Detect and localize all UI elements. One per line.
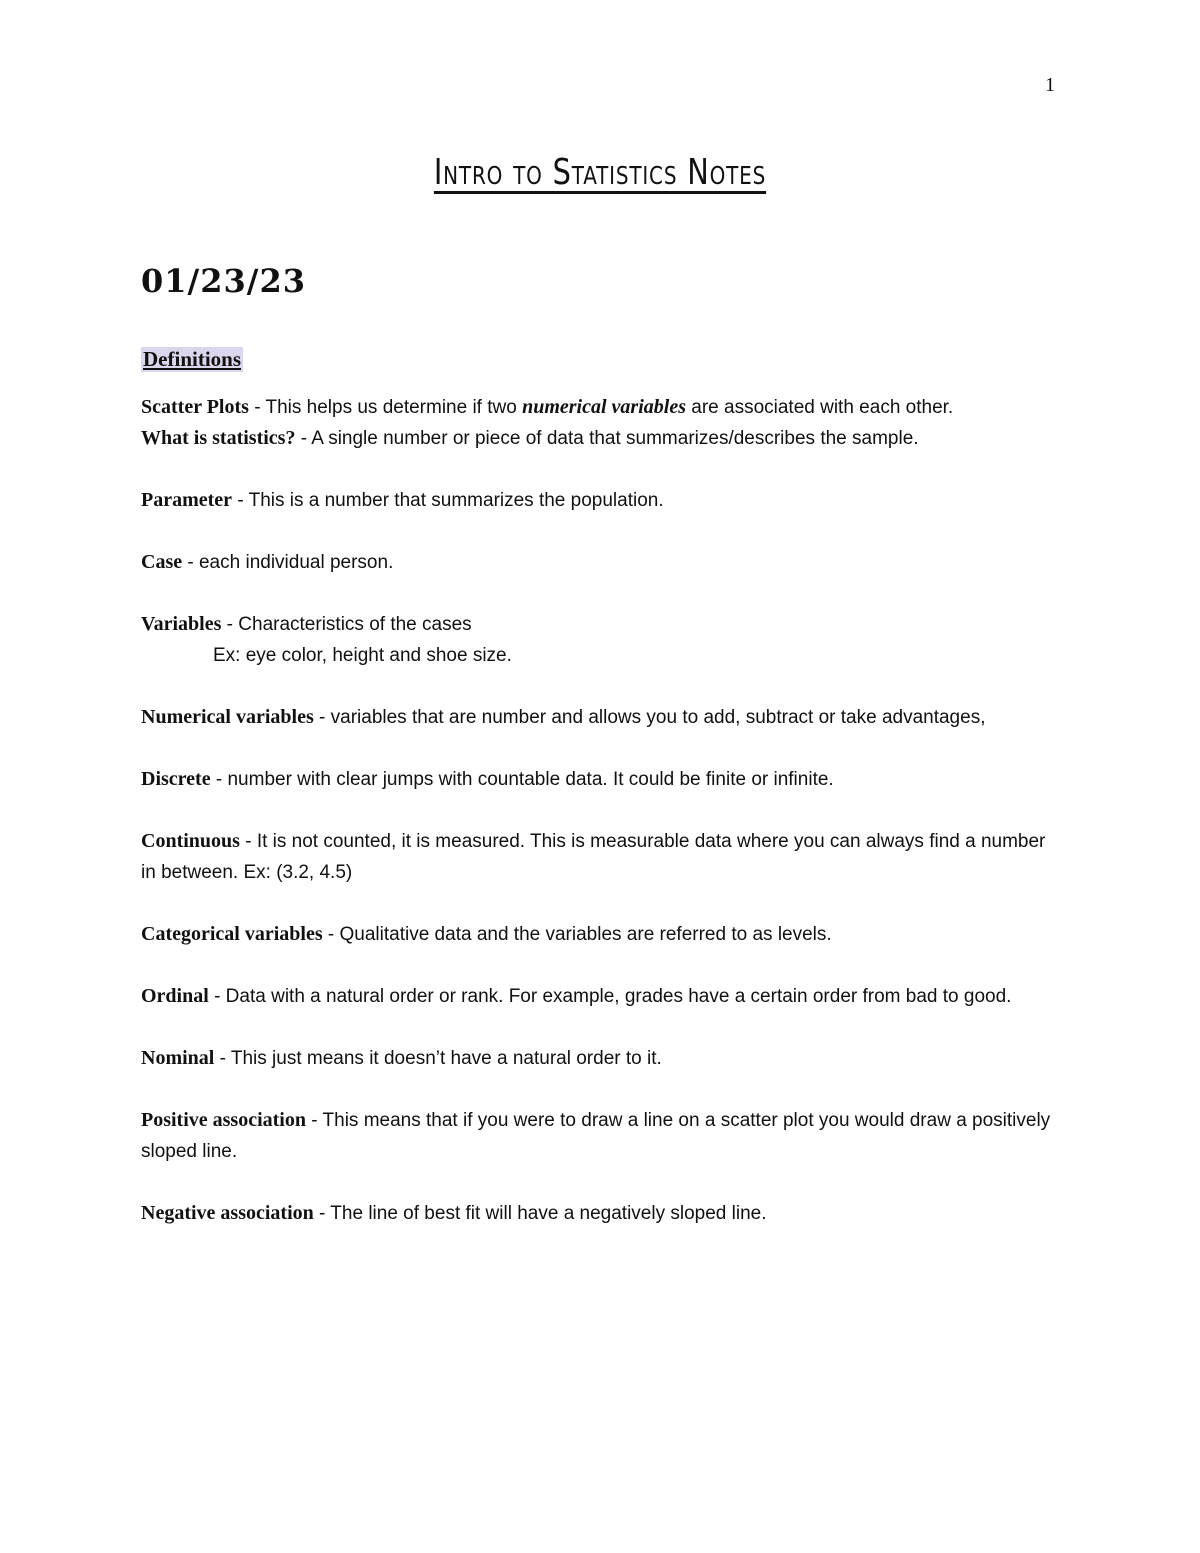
definition-text: - This means that if you were to draw a line on a scatter plot you would draw a positively sloped line. [141, 1110, 1051, 1162]
definition-text: - A single number or piece of data that summarizes/describes the sample. [295, 428, 919, 449]
section-heading: Definitions [143, 347, 242, 371]
document-title [120, 152, 1080, 193]
definition-text: - This helps us determine if two [248, 397, 523, 418]
definition-term: Negative association [141, 1202, 314, 1224]
definitions-list [141, 392, 1051, 1260]
document-title-text: Intro to Statistics Notes [433, 152, 767, 193]
definition-text: - variables that are number and allows you to add, subtract or take advantages, [313, 707, 986, 728]
definition-text: are associated with each other. [685, 397, 954, 418]
definition-categorical-variables [141, 919, 1051, 950]
definition-text: - Qualitative data and the variables are referred to as levels. [322, 924, 832, 945]
definition-negative-association [141, 1198, 1051, 1229]
definition-term: Continuous [141, 830, 240, 852]
definition-text: - number with clear jumps with countable data. It could be finite or infinite. [210, 769, 834, 790]
definition-what-is-statistics [141, 423, 1051, 454]
definition-term: Variables [141, 613, 222, 635]
definition-scatter-plots [141, 392, 1051, 423]
definition-text: - The line of best fit will have a negatively sloped line. [313, 1203, 767, 1224]
definition-emphasis: numerical variables [522, 396, 686, 418]
definition-term: Scatter Plots [141, 396, 249, 418]
definition-text: - Data with a natural order or rank. For example, grades have a certain order from bad to good. [208, 986, 1012, 1007]
definition-nominal [141, 1043, 1051, 1074]
definition-term: Case [141, 551, 183, 573]
definition-text: - This just means it doesn’t have a natural order to it. [214, 1048, 662, 1069]
definition-parameter [141, 485, 1051, 516]
page-number: 1 [1045, 74, 1055, 96]
definition-text: - This is a number that summarizes the population. [232, 490, 664, 511]
definition-text: - each individual person. [182, 552, 394, 573]
definition-term: Ordinal [141, 985, 209, 1007]
definition-term: Discrete [141, 768, 211, 790]
definition-variables [141, 609, 1051, 671]
definition-term: What is statistics? [141, 427, 296, 449]
definition-example: Ex: eye color, height and shoe size. [213, 645, 512, 666]
definition-text: - Characteristics of the cases [221, 614, 472, 635]
definition-numerical-variables [141, 702, 1051, 733]
definition-term: Numerical variables [141, 706, 314, 728]
definition-continuous [141, 826, 1051, 888]
definition-positive-association [141, 1105, 1051, 1167]
definition-text: - It is not counted, it is measured. This is measurable data where you can always find a number in between. Ex: (3.2, 4.5) [141, 831, 1046, 883]
definition-term: Categorical variables [141, 923, 323, 945]
date-heading: 01/23/23 [141, 262, 306, 300]
definition-ordinal [141, 981, 1051, 1012]
definition-term: Nominal [141, 1047, 215, 1069]
definition-case [141, 547, 1051, 578]
definition-term: Parameter [141, 489, 233, 511]
definition-term: Positive association [141, 1109, 306, 1131]
definition-discrete [141, 764, 1051, 795]
